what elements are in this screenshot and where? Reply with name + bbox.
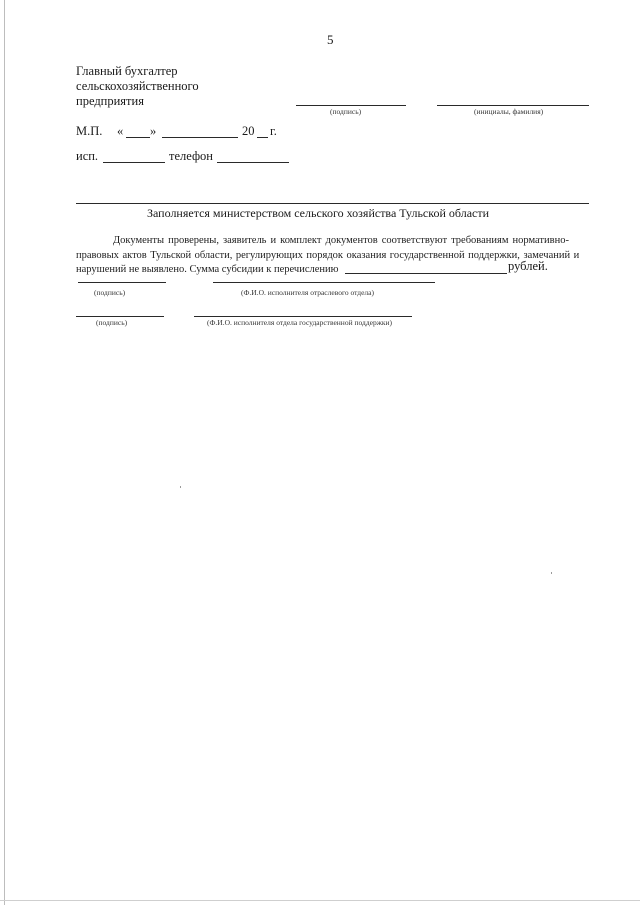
accountant-signature-caption: (подпись): [330, 107, 362, 116]
chief-accountant-line2: сельскохозяйственного: [76, 79, 199, 93]
support-name-caption: (Ф.И.О. исполнителя отдела государственной поддержки): [207, 318, 393, 327]
scan-left-edge: [4, 0, 5, 905]
date-open-quote: «: [117, 124, 124, 138]
scan-bottom-edge: [0, 900, 640, 901]
ministry-section-heading: Заполняется министерством сельского хозяйства Тульской области: [147, 206, 490, 220]
chief-accountant-line1: Главный бухгалтер: [76, 64, 178, 78]
support-signature-caption: (подпись): [96, 318, 128, 327]
sector-signature-caption: (подпись): [94, 288, 126, 297]
stamp-label: М.П.: [76, 124, 103, 138]
support-name-line: [194, 316, 412, 317]
executor-name-line: [103, 162, 165, 163]
date-year-line: [257, 137, 268, 138]
ministry-paragraph-line3-end: рублей.: [508, 259, 548, 273]
date-year-suffix: г.: [270, 124, 277, 138]
chief-accountant-line3: предприятия: [76, 94, 144, 108]
accountant-name-caption: (инициалы, фамилия): [474, 107, 544, 116]
ministry-paragraph-line1: Документы проверены, заявитель и комплект документов соответствуют требованиям нормативно-: [113, 235, 569, 246]
accountant-name-line: [437, 105, 589, 106]
date-year-prefix: 20: [242, 124, 255, 138]
scan-speck: [551, 572, 552, 574]
phone-label: телефон: [169, 149, 213, 163]
sector-name-line: [213, 282, 435, 283]
executor-label: исп.: [76, 149, 99, 163]
ministry-paragraph-line2: правовых актов Тульской области, регулирующих порядок оказания государственной поддержки, замечаний и: [76, 250, 580, 261]
sector-name-caption: (Ф.И.О. исполнителя отраслевого отдела): [241, 288, 375, 297]
phone-number-line: [217, 162, 289, 163]
scan-speck: [180, 486, 181, 488]
ministry-paragraph-line3-start: нарушений не выявлено. Сумма субсидии к перечислению: [76, 264, 339, 275]
date-month-line: [162, 137, 238, 138]
subsidy-amount-line: [345, 273, 507, 274]
date-close-quote: »: [150, 124, 157, 138]
sector-signature-line: [78, 282, 166, 283]
accountant-signature-line: [296, 105, 406, 106]
date-day-line: [126, 137, 150, 138]
support-signature-line: [76, 316, 164, 317]
section-separator: [76, 203, 589, 204]
page-number: 5: [327, 32, 334, 47]
